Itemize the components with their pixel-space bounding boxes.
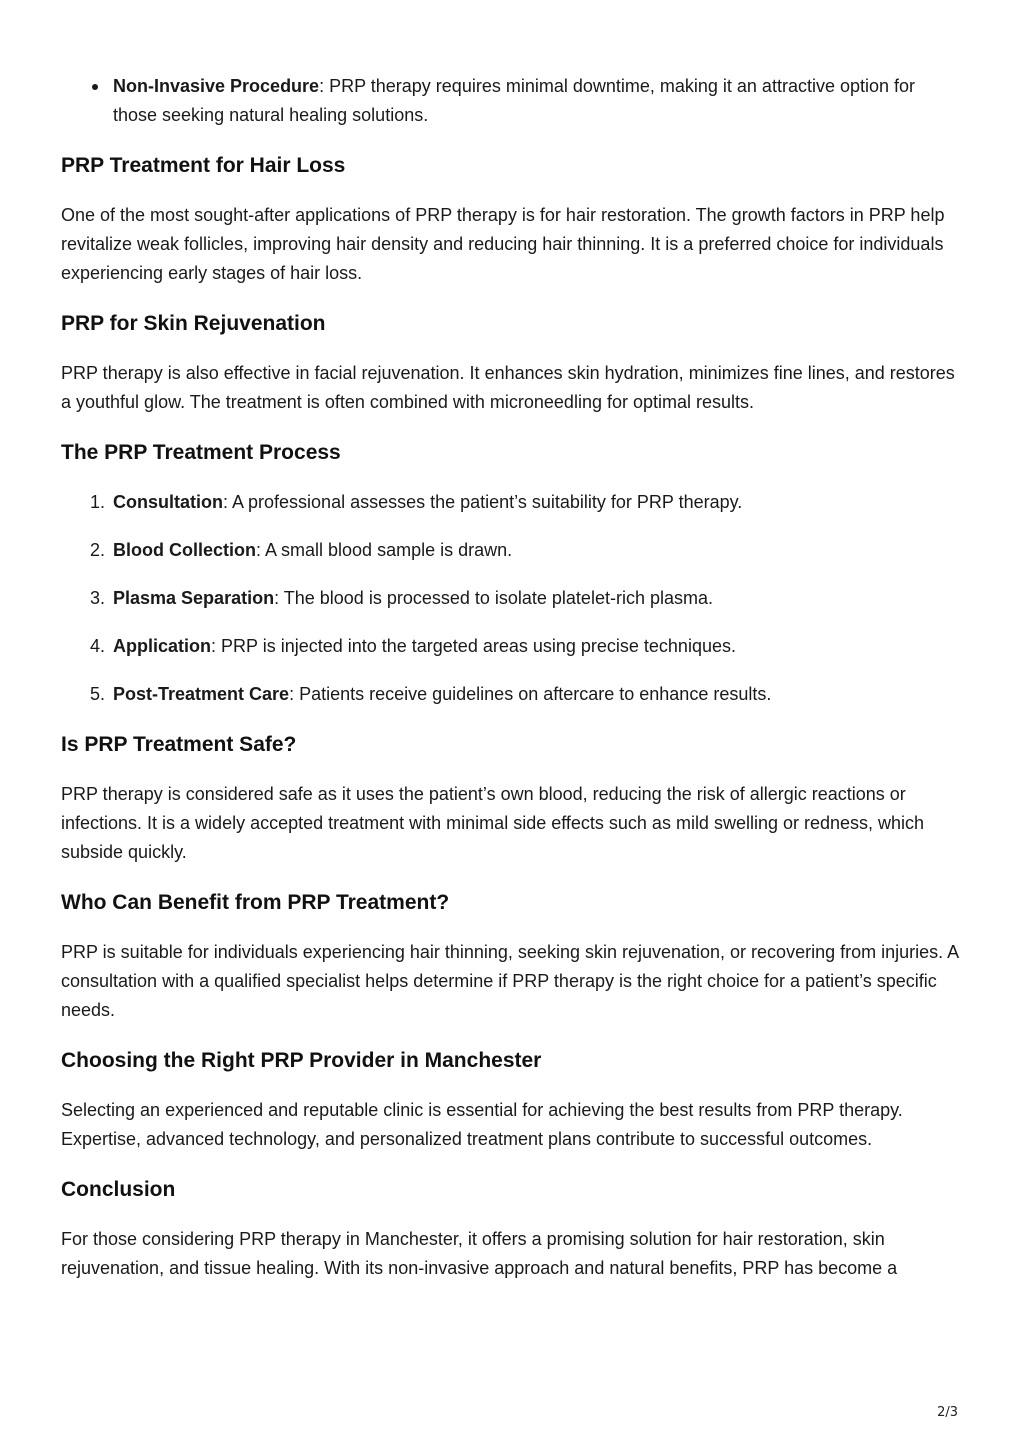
heading-safety: Is PRP Treatment Safe? — [61, 733, 297, 756]
heading-who-can-benefit: Who Can Benefit from PRP Treatment? — [61, 891, 450, 914]
bullet-term: Non-Invasive Procedure — [113, 76, 320, 96]
heading-conclusion: Conclusion — [61, 1178, 176, 1201]
list-item — [90, 632, 963, 661]
document-page — [61, 72, 963, 1283]
list-item — [90, 680, 963, 709]
list-item — [113, 72, 963, 130]
paragraph-safety: PRP therapy is considered safe as it uses the patient’s own blood, reducing the risk of allergic reactions or infections. It is a widely accepted treatment with minimal side effects such as mild swelling or redness, which subside quickly. — [61, 784, 925, 862]
step-term: Consultation — [113, 492, 223, 512]
paragraph-skin-rejuvenation: PRP therapy is also effective in facial rejuvenation. It enhances skin hydration, minimizes fine lines, and restores a youthful glow. The treatment is often combined with microneedling for optimal results. — [61, 363, 955, 412]
step-text: : A small blood sample is drawn. — [256, 540, 513, 560]
list-item — [90, 488, 963, 517]
heading-treatment-process: The PRP Treatment Process — [61, 441, 341, 464]
step-term: Plasma Separation — [113, 588, 275, 608]
paragraph-who-can-benefit: PRP is suitable for individuals experiencing hair thinning, seeking skin rejuvenation, or recovering from injuries. A consultation with a qualified specialist helps determine if PRP therapy is the right choice for a patient’s specific needs. — [61, 942, 959, 1020]
paragraph-hair-loss: One of the most sought-after applications of PRP therapy is for hair restoration. The growth factors in PRP help revitalize weak follicles, improving hair density and reducing hair thinning. It is a preferred choice for individuals experiencing early stages of hair loss. — [61, 205, 945, 283]
process-steps-list — [61, 488, 963, 709]
list-item — [90, 536, 963, 565]
heading-hair-loss: PRP Treatment for Hair Loss — [61, 154, 346, 177]
step-text: : The blood is processed to isolate platelet-rich plasma. — [274, 588, 713, 608]
step-text: : A professional assesses the patient’s suitability for PRP therapy. — [223, 492, 743, 512]
paragraph-conclusion: For those considering PRP therapy in Manchester, it offers a promising solution for hair restoration, skin rejuvenation, and tissue healing. With its non-invasive approach and natural benefits, PRP has become a — [61, 1229, 898, 1278]
step-number: 3. — [90, 588, 106, 608]
step-term: Post-Treatment Care — [113, 684, 290, 704]
list-item — [90, 584, 963, 613]
step-text: : Patients receive guidelines on aftercare to enhance results. — [289, 684, 772, 704]
step-term: Blood Collection — [113, 540, 256, 560]
step-number: 4. — [90, 636, 106, 656]
heading-choosing-provider: Choosing the Right PRP Provider in Manchester — [61, 1049, 542, 1072]
step-term: Application — [113, 636, 211, 656]
bullet-list — [61, 72, 963, 130]
paragraph-choosing-provider: Selecting an experienced and reputable clinic is essential for achieving the best results from PRP therapy. Expertise, advanced technology, and personalized treatment plans contribute to successful outcomes. — [61, 1100, 903, 1149]
step-number: 2. — [90, 540, 106, 560]
step-number: 1. — [90, 492, 106, 512]
page-number: 2/3 — [937, 1405, 958, 1420]
step-number: 5. — [90, 684, 106, 704]
step-text: : PRP is injected into the targeted areas using precise techniques. — [211, 636, 736, 656]
bullet-text: : PRP therapy requires minimal downtime, making it an attractive option for those seeking natural healing solutions. — [113, 76, 916, 125]
heading-skin-rejuvenation: PRP for Skin Rejuvenation — [61, 312, 326, 335]
